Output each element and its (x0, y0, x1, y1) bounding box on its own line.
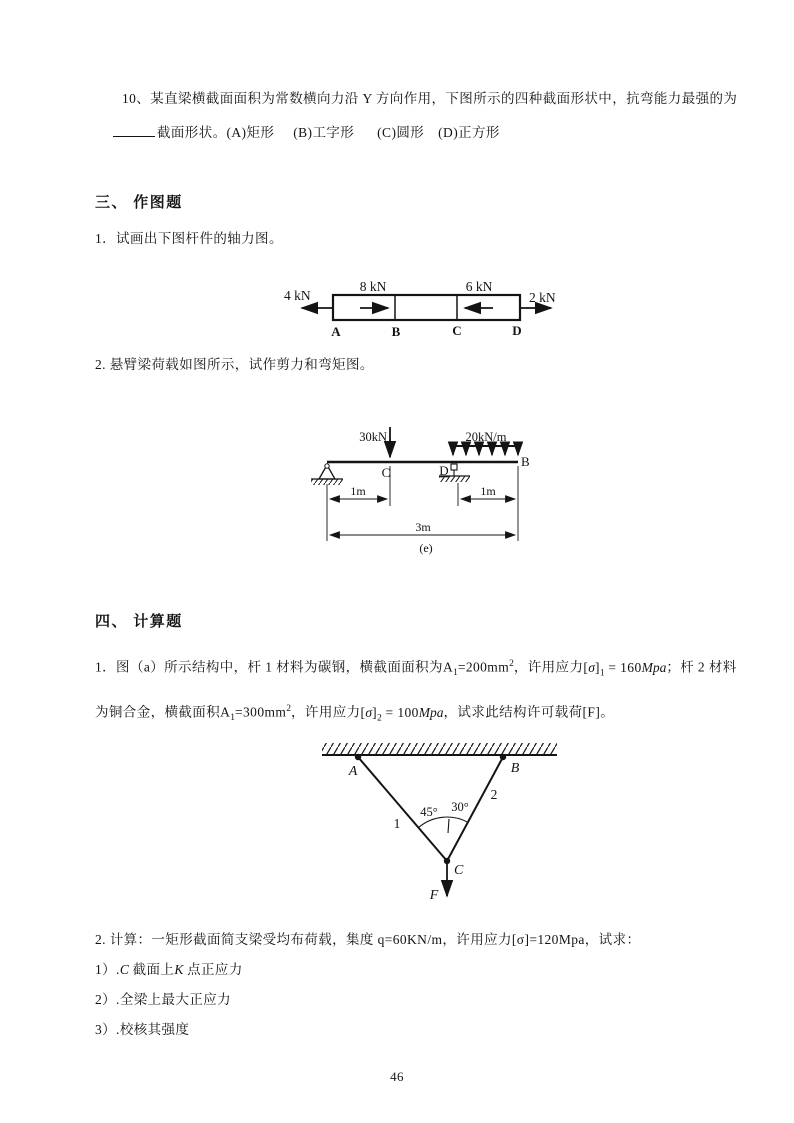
truss-label-c: C (454, 863, 464, 878)
point-label-a: A (331, 324, 341, 339)
beam-caption: (e) (419, 541, 433, 555)
angle-30-label: 30° (451, 800, 469, 814)
node-b (500, 754, 506, 760)
force-label-right: 2 kN (529, 290, 556, 305)
section4-q1-line1: 1．图（a）所示结构中，杆 1 材料为碳钢，横截面面积为$A_1=200mm^2$，许用应力$[\sigma]_1 = 160Mpa$；杆 2 材料 (95, 659, 737, 679)
q10-prompt: 截面形状。 (157, 125, 227, 140)
truss-label-b: B (510, 761, 520, 776)
q10-line2 (113, 123, 500, 143)
dim-right-label: 1m (480, 484, 496, 498)
section4-q1-line2: 为铜合金，横截面积$A_1=300mm^2$，许用应力$[\sigma]_2 = 100Mpa$，试求此结构许可载荷[F]。 (95, 704, 615, 724)
q10-option-b: (B)工字形 (293, 125, 355, 140)
truss-diagram (310, 735, 570, 915)
dist-load-label: 20kN/m (465, 430, 507, 444)
q10-line1: 10、某直梁横截面面积为常数横向力沿 Y 方向作用，下图所示的四种截面形状中，抗弯能力最强的为 (122, 91, 738, 106)
truss-label-a: A (348, 764, 358, 779)
section3-q2: 2. 悬臂梁荷载如图所示，试作剪力和弯矩图。 (95, 357, 374, 372)
force-f-label: F (429, 888, 439, 903)
truss-bar2-label: 2 (490, 787, 498, 802)
angle-45-label: 45° (420, 805, 438, 819)
point-label-d: D (512, 323, 522, 338)
section4-q2-item1: 1）.C 截面上K 点正应力 (95, 962, 243, 977)
section4-q2-intro: 2. 计算：一矩形截面简支梁受均布荷载，集度 q=60KN/m，许用应力[σ]=120Mpa，试求： (95, 932, 641, 947)
page-number: 46 (390, 1069, 404, 1084)
section4-q2-item3: 3）.校核其强度 (95, 1022, 190, 1037)
beam-label-d: D (439, 463, 449, 478)
dim-left-label: 1m (350, 484, 366, 498)
formula-sigma1: $[\sigma]_1 = 160Mpa$ (583, 659, 667, 679)
formula-sigma2: $[\sigma]_2 = 100Mpa$ (360, 704, 444, 724)
section3-heading: 三、 作图题 (95, 195, 183, 211)
beam-label-b: B (521, 454, 530, 469)
q10-option-d: (D)正方形 (438, 125, 500, 140)
beam-label-c: C (381, 465, 391, 480)
node-a (355, 754, 361, 760)
ceiling-hatch (322, 743, 557, 755)
section4-q2-item2: 2）.全梁上最大正应力 (95, 992, 232, 1007)
force-label-ab: 8 kN (359, 279, 387, 294)
force-label-cd: 6 kN (465, 279, 493, 294)
truss-bar1-label: 1 (393, 816, 401, 831)
node-c (444, 858, 450, 864)
angle-divider (448, 819, 449, 833)
section4-heading: 四、 计算题 (95, 614, 183, 630)
point-load-label: 30kN (359, 430, 387, 444)
axial-bar-diagram (280, 275, 570, 345)
section3-q1: 1．试画出下图杆件的轴力图。 (95, 231, 283, 246)
force-label-left: 4 kN (284, 288, 311, 303)
point-label-b: B (391, 324, 401, 339)
answer-blank (113, 123, 155, 137)
q10-option-c: (C)圆形 (377, 125, 425, 140)
beam-diagram (290, 420, 550, 560)
q10-option-a: (A)矩形 (226, 125, 275, 140)
dim-total-label: 3m (415, 520, 431, 534)
roller-support (451, 464, 457, 470)
point-label-c: C (452, 323, 462, 338)
